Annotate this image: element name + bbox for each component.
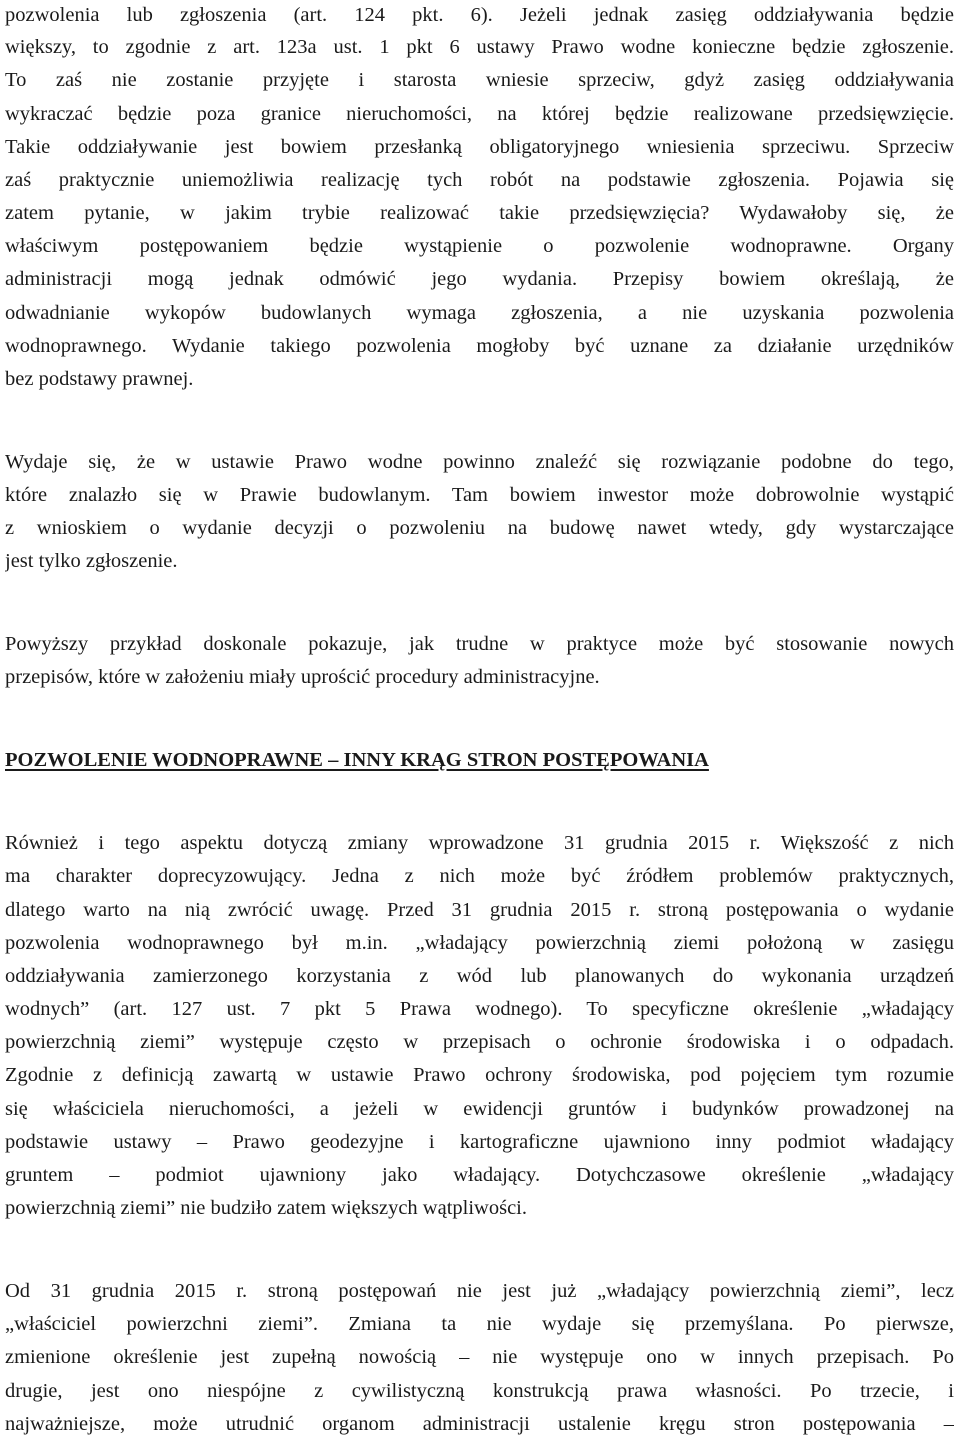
paragraph-4-line-7: powierzchnią ziemi” występuje często w przepisach o ochronie środowiska i o odpadach.: [5, 1031, 954, 1053]
paragraph-1-line-9: administracji mogą jednak odmówić jego wydania. Przepisy bowiem określają, że: [5, 268, 954, 290]
paragraph-3-line-2: przepisów, które w założeniu miały uprościć procedury administracyjne.: [5, 666, 600, 688]
paragraph-1-line-11: wodnoprawnego. Wydanie takiego pozwolenia mogłoby być uznane za działanie urzędników: [5, 335, 954, 357]
paragraph-1-line-4: wykraczać będzie poza granice nieruchomości, na której będzie realizowane przedsięwzięcie.: [5, 103, 954, 125]
paragraph-4-line-1: Również i tego aspektu dotyczą zmiany wprowadzone 31 grudnia 2015 r. Większość z nich: [5, 832, 954, 854]
paragraph-1-line-6: zaś praktycznie uniemożliwia realizację tych robót na podstawie zgłoszenia. Pojawia się: [5, 169, 954, 191]
paragraph-4-line-5: oddziaływania zamierzonego korzystania z wód lub planowanych do wykonania urządzeń: [5, 965, 954, 987]
paragraph-2-line-4: jest tylko zgłoszenie.: [5, 550, 178, 572]
section-heading: POZWOLENIE WODNOPRAWNE – INNY KRĄG STRON POSTĘPOWANIA: [5, 749, 709, 771]
paragraph-4-line-6: wodnych” (art. 127 ust. 7 pkt 5 Prawa wodnego). To specyficzne określenie „władający: [5, 998, 954, 1020]
paragraph-1-line-1: pozwolenia lub zgłoszenia (art. 124 pkt. 6). Jeżeli jednak zasięg oddziaływania będzie: [5, 4, 954, 26]
paragraph-5-line-5: najważniejsze, może utrudnić organom administracji ustalenie kręgu stron postępowania –: [5, 1413, 954, 1435]
paragraph-4-line-10: podstawie ustawy – Prawo geodezyjne i kartograficzne ujawniono inny podmiot władający: [5, 1131, 954, 1153]
paragraph-1-line-5: Takie oddziaływanie jest bowiem przesłanką obligatoryjnego wniesienia sprzeciwu. Sprzeciw: [5, 136, 954, 158]
paragraph-4-line-3: dlatego warto na nią zwrócić uwagę. Przed 31 grudnia 2015 r. stroną postępowania o wydanie: [5, 899, 954, 921]
paragraph-1-line-10: odwadnianie wykopów budowlanych wymaga zgłoszenia, a nie uzyskania pozwolenia: [5, 302, 954, 324]
paragraph-1-line-3: To zaś nie zostanie przyjęte i starosta wniesie sprzeciw, gdyż zasięg oddziaływania: [5, 69, 954, 91]
paragraph-2-line-3: z wnioskiem o wydanie decyzji o pozwoleniu na budowę nawet wtedy, gdy wystarczające: [5, 517, 954, 539]
paragraph-5-line-3: zmienione określenie jest zupełną nowością – nie występuje ono w innych przepisach. Po: [5, 1346, 954, 1368]
paragraph-4-line-4: pozwolenia wodnoprawnego był m.in. „władający powierzchnią ziemi położoną w zasięgu: [5, 932, 954, 954]
paragraph-1-line-7: zatem pytanie, w jakim trybie realizować takie przedsięwzięcia? Wydawałoby się, że: [5, 202, 954, 224]
paragraph-1-line-12: bez podstawy prawnej.: [5, 368, 194, 390]
paragraph-5-line-1: Od 31 grudnia 2015 r. stroną postępowań nie jest już „władający powierzchnią ziemi”, lecz: [5, 1280, 954, 1302]
paragraph-3-line-1: Powyższy przykład doskonale pokazuje, jak trudne w praktyce może być stosowanie nowych: [5, 633, 954, 655]
paragraph-5-line-4: drugie, jest ono niespójne z cywilistyczną konstrukcją prawa własności. Po trzecie, i: [5, 1380, 954, 1402]
paragraph-5-line-2: „właściciel powierzchni ziemi”. Zmiana ta nie wydaje się przemyślana. Po pierwsze,: [5, 1313, 954, 1335]
paragraph-4-line-8: Zgodnie z definicją zawartą w ustawie Prawo ochrony środowiska, pod pojęciem tym rozumie: [5, 1064, 954, 1086]
paragraph-1-line-2: większy, to zgodnie z art. 123a ust. 1 pkt 6 ustawy Prawo wodne konieczne będzie zgłoszenie.: [5, 36, 954, 58]
paragraph-4-line-9: się właściciela nieruchomości, a jeżeli w ewidencji gruntów i budynków prowadzonej na: [5, 1098, 954, 1120]
paragraph-2-line-2: które znalazło się w Prawie budowlanym. Tam bowiem inwestor może dobrowolnie wystąpić: [5, 484, 954, 506]
paragraph-4-line-11: gruntem – podmiot ujawniony jako władający. Dotychczasowe określenie „władający: [5, 1164, 954, 1186]
paragraph-2-line-1: Wydaje się, że w ustawie Prawo wodne powinno znaleźć się rozwiązanie podobne do tego,: [5, 451, 954, 473]
paragraph-1-line-8: właściwym postępowaniem będzie wystąpienie o pozwolenie wodnoprawne. Organy: [5, 235, 954, 257]
paragraph-4-line-12: powierzchnią ziemi” nie budziło zatem większych wątpliwości.: [5, 1197, 527, 1219]
paragraph-4-line-2: ma charakter doprecyzowujący. Jedna z nich może być źródłem problemów praktycznych,: [5, 865, 954, 887]
